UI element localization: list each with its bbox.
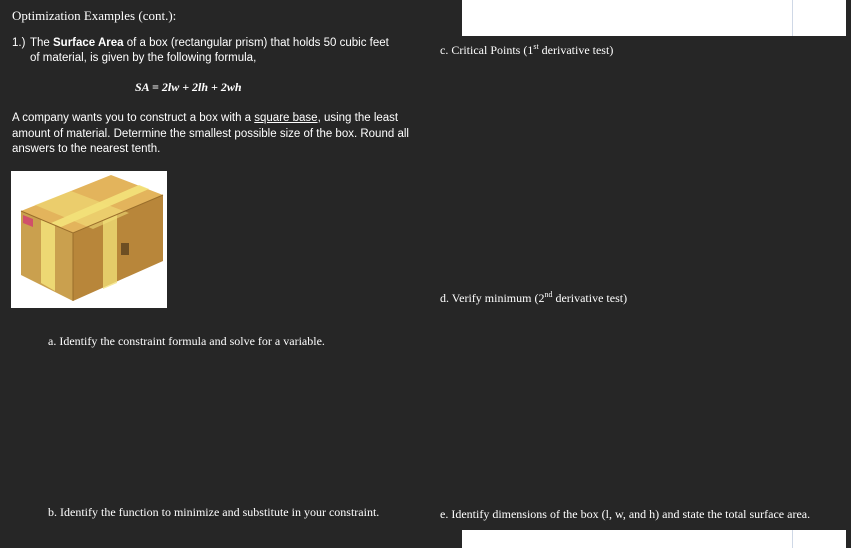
description-underlined: square base: [254, 112, 318, 124]
surface-area-formula: SA = 2lw + 2lh + 2wh: [135, 80, 242, 94]
part-c-pre: c. Critical Points (1: [440, 43, 534, 57]
top-page-margin-line: [792, 0, 793, 36]
part-e-label: e. Identify dimensions of the box (l, w, and h) and state the total surface area.: [440, 507, 811, 521]
bottom-page-margin-line: [792, 530, 793, 548]
problem-line1-bold: Surface Area: [53, 37, 124, 49]
problem-description: [12, 111, 412, 158]
bottom-page-strip: [462, 530, 846, 548]
problem-line2: of material, is given by the following formula,: [30, 52, 257, 64]
part-a-label: a. Identify the constraint formula and solve for a variable.: [48, 334, 325, 348]
cardboard-box-icon: [11, 171, 167, 308]
problem-statement: [12, 36, 412, 66]
problem-line1-post: of a box (rectangular prism) that holds 50 cubic feet: [123, 37, 389, 49]
part-c-post: derivative test): [538, 43, 614, 57]
problem-line1-pre: The: [30, 37, 54, 49]
description-pre: A company wants you to construct a box with a: [12, 112, 255, 124]
top-page-strip: [462, 0, 846, 36]
part-d-pre: d. Verify minimum (2: [440, 291, 545, 305]
problem-number: 1.): [12, 37, 26, 49]
part-b-label: b. Identify the function to minimize and substitute in your constraint.: [48, 505, 380, 519]
part-c-label: [440, 42, 613, 58]
description-post: , using the least amount of material. Determine the smallest possible size of the box. Round all answers to the nearest tenth.: [12, 112, 409, 155]
part-d-label: [440, 290, 627, 306]
part-c-sup: st: [533, 42, 539, 51]
part-d-post: derivative test): [552, 291, 628, 305]
page-title: Optimization Examples (cont.):: [12, 8, 177, 23]
part-d-sup: nd: [544, 290, 553, 299]
